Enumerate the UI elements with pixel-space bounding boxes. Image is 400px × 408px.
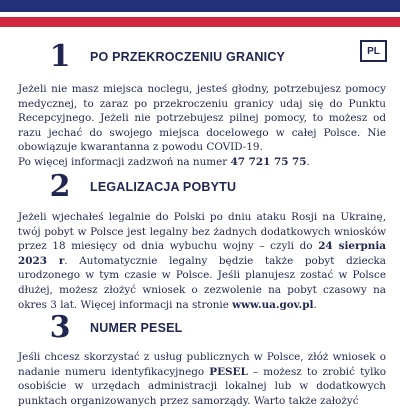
section-1-body: Jeżeli nie masz miejsca noclegu, jesteś głodny, potrzebujesz pomocy medycznej, to zaraz po przekroczeniu granicy udaj się do Punktu Recepcyjnego. Jeżeli nie potrzebujesz pilnej pomocy, to możesz od razu jechać do swojego miejsca docelowego w całej Polsce. Nie obowiązuje kwarantanna z powodu COVID-19.: [18, 83, 386, 154]
section-2-title: LEGALIZACJA POBYTU: [90, 180, 237, 194]
section-2-number: 2: [49, 169, 71, 204]
flag-stripe-blue: [0, 0, 400, 12]
section-3-text: [18, 350, 386, 408]
section-2-header: [48, 169, 237, 204]
section-1-number: 1: [49, 39, 71, 74]
section-3-body-2: – możesz to zrobić tylko osobiście w urzędach administracji lokalnej lub w dodatkowych punktach organizowanych przez samorządy. Warto także założyć: [18, 365, 387, 407]
section-1-text: [18, 82, 386, 170]
section-3-header: [48, 310, 183, 345]
section-1-contact-suffix: .: [306, 155, 310, 168]
section-2-body-2: . Automatycznie legalny będzie także pobyt dziecka urodzonego w tym czasie w Polsce. Jeśli planujesz zostać w Polsce dłużej, możesz złożyć wniosek o zezwolenie na pobyt czasowy na okres 3 lat. Więcej informacji na stronie: [18, 254, 386, 311]
section-1-header: [48, 39, 286, 74]
deadline-date: 24 sierpnia 2023 r: [18, 240, 386, 267]
language-badge: PL: [360, 40, 387, 62]
website-link[interactable]: www.ua.gov.pl: [232, 298, 314, 311]
section-3-number: 3: [49, 310, 71, 345]
section-2-body-1: Jeżeli wjechałeś legalnie do Polski po dniu ataku Rosji na Ukrainę, twój pobyt w Polsce jest legalny bez żadnych dodatkowych wniosków przez 18 miesięcy od dnia wybuchu wojny – czyli do: [18, 211, 386, 253]
section-1-title: PO PRZEKROCZENIU GRANICY: [90, 50, 286, 64]
pesel-keyword: PESEL: [209, 365, 248, 378]
section-3-body-1: Jeśli chcesz skorzystać z usług publicznych w Polsce, złóż wniosek o nadanie numeru identyfikacyjnego: [18, 351, 386, 378]
section-2-text: [18, 210, 386, 312]
phone-number: 47 721 75 75: [230, 155, 307, 168]
section-1-contact-prefix: Po więcej informacji zadzwoń na numer: [18, 155, 231, 168]
section-2-body-3: .: [313, 298, 317, 311]
section-3-title: NUMER PESEL: [90, 321, 183, 335]
flag-stripe-red: [0, 17, 400, 27]
